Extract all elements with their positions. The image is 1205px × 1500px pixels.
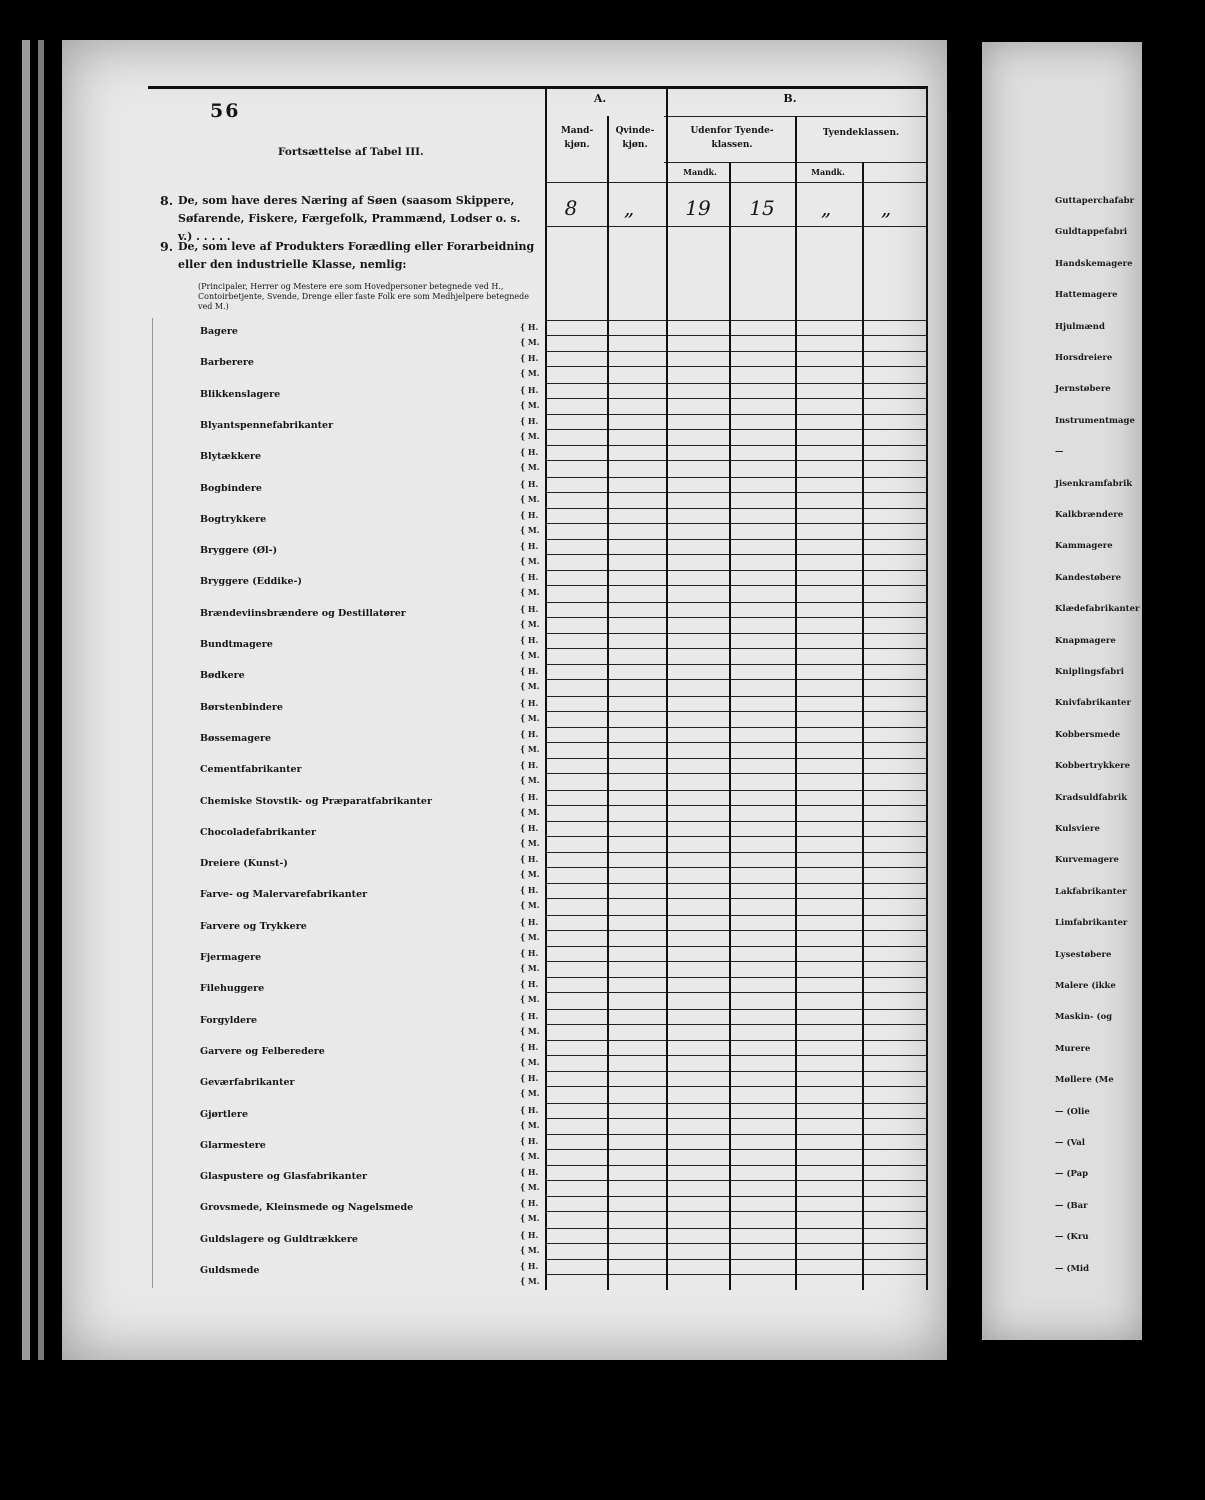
m-marker: { M. bbox=[520, 775, 540, 786]
m-marker: { M. bbox=[520, 524, 540, 535]
margin-line bbox=[152, 318, 153, 1288]
m-marker: { M. bbox=[520, 963, 540, 973]
right-page-trade: — bbox=[1055, 447, 1064, 458]
row-rule bbox=[545, 758, 926, 759]
m-marker: { M. bbox=[520, 994, 540, 1005]
row-rule bbox=[545, 523, 926, 524]
right-page-trade: Kalkbrændere bbox=[1055, 510, 1124, 520]
column-line bbox=[862, 162, 864, 1290]
row-rule bbox=[545, 930, 926, 931]
row-rule bbox=[545, 617, 926, 618]
row-rule bbox=[545, 961, 926, 962]
m-marker: { M. bbox=[520, 1213, 540, 1224]
row-rule bbox=[545, 836, 926, 837]
trade-label: Guldslagere og Guldtrækkere bbox=[200, 1233, 358, 1245]
item-8-value-tyende-qvindek: „ bbox=[880, 196, 892, 220]
h-marker: { H. bbox=[520, 979, 539, 990]
m-marker: { M. bbox=[520, 337, 540, 347]
column-line bbox=[926, 86, 928, 1290]
row-rule bbox=[545, 1196, 926, 1197]
trade-label: Guldsmede bbox=[200, 1265, 260, 1276]
m-marker: { M. bbox=[520, 869, 540, 880]
trade-label: Dreiere (Kunst-) bbox=[200, 858, 288, 870]
column-line bbox=[795, 116, 797, 1290]
row-rule bbox=[545, 773, 926, 774]
row-rule bbox=[545, 711, 926, 712]
row-rule bbox=[545, 696, 926, 697]
row-rule bbox=[545, 977, 926, 978]
item-8-text: De, som have deres Næring af Søen (saasom Skippere, Søfarende, Fiskere, Færgefolk, Prammænd, Lodser o. s. v.) . . . . . bbox=[178, 194, 521, 243]
row-rule bbox=[545, 1259, 926, 1260]
row-rule bbox=[545, 664, 926, 665]
right-page-trade: Klædefabrikanter bbox=[1055, 604, 1140, 615]
row-rule bbox=[545, 335, 926, 336]
row-rule bbox=[545, 492, 926, 493]
h-marker: { H. bbox=[520, 822, 539, 833]
col-header-udenfor: Udenfor Tyende-klassen. bbox=[690, 126, 774, 150]
row-rule bbox=[545, 821, 926, 822]
row-rule bbox=[545, 790, 926, 791]
right-page-trade: Maskin- (og bbox=[1055, 1012, 1113, 1023]
row-rule bbox=[545, 805, 926, 806]
col-header-mandkjon: Mand-kjøn. bbox=[560, 126, 594, 150]
h-marker: { H. bbox=[520, 728, 539, 739]
right-page-trade: Kobbersmede bbox=[1055, 729, 1121, 740]
right-page-trade: Kniplingsfabri bbox=[1055, 667, 1124, 677]
right-page-trade: — (Pap bbox=[1055, 1169, 1089, 1180]
m-marker: { M. bbox=[520, 556, 540, 567]
row-rule bbox=[545, 1118, 926, 1119]
trade-label: Geværfabrikanter bbox=[200, 1077, 295, 1089]
m-marker: { M. bbox=[520, 1025, 540, 1036]
row-rule bbox=[545, 460, 926, 461]
trade-label: Garvere og Felberedere bbox=[200, 1045, 325, 1057]
trade-label: Brændeviinsbrændere og Destillatører bbox=[200, 607, 406, 619]
row-rule bbox=[545, 679, 926, 680]
m-marker: { M. bbox=[520, 1244, 540, 1255]
m-marker: { M. bbox=[520, 399, 540, 410]
h-marker: { H. bbox=[520, 1135, 539, 1146]
row-rule bbox=[545, 883, 926, 884]
h-marker: { H. bbox=[520, 666, 539, 677]
m-marker: { M. bbox=[520, 900, 540, 911]
m-marker: { M. bbox=[520, 462, 540, 473]
right-page-trade: Knapmagere bbox=[1055, 635, 1116, 646]
right-page-trade: Malere (ikke bbox=[1055, 981, 1116, 991]
right-page-trade: Jernstøbere bbox=[1055, 384, 1111, 395]
trade-label: Bryggere (Eddike-) bbox=[200, 576, 302, 588]
row-rule bbox=[545, 398, 926, 399]
row-rule bbox=[545, 414, 926, 415]
item-8-value-tyende-mandk: „ bbox=[820, 196, 832, 220]
trade-label: Fjermagere bbox=[200, 952, 262, 963]
row-rule bbox=[545, 1211, 926, 1212]
row-rule bbox=[545, 1165, 926, 1166]
row-rule bbox=[545, 602, 926, 603]
h-marker: { H. bbox=[520, 1167, 539, 1178]
page-subtitle: Fortsættelse af Tabel III. bbox=[278, 146, 424, 158]
top-rule bbox=[148, 86, 928, 89]
right-page-trade: — (Olie bbox=[1055, 1106, 1090, 1117]
trade-label: Blyantspennefabrikanter bbox=[200, 419, 334, 431]
item-9-number: 9. bbox=[160, 239, 174, 254]
right-page-trade: Kobbertrykkere bbox=[1055, 761, 1131, 772]
row-rule bbox=[545, 946, 926, 947]
right-page-trade: Kammagere bbox=[1055, 541, 1113, 552]
h-marker: { H. bbox=[520, 760, 539, 771]
row-rule bbox=[545, 1243, 926, 1244]
trade-label: Blikkenslagere bbox=[200, 388, 281, 400]
right-page-trade: Hjulmænd bbox=[1055, 321, 1105, 332]
trade-label: Barberere bbox=[200, 357, 254, 369]
right-page-trade: Kradsuldfabrik bbox=[1055, 792, 1128, 803]
right-page-trade: Lysestøbere bbox=[1055, 949, 1112, 960]
right-page-trade: Guldtappefabri bbox=[1055, 227, 1128, 238]
row-rule bbox=[545, 320, 926, 321]
item-8-value-udenfor-qvindek: 15 bbox=[749, 196, 775, 220]
row-rule bbox=[545, 742, 926, 743]
right-page-trade: Lakfabrikanter bbox=[1055, 886, 1127, 897]
trade-label: Glarmestere bbox=[200, 1139, 266, 1151]
m-marker: { M. bbox=[520, 1182, 540, 1193]
right-page-trade: Knivfabrikanter bbox=[1055, 698, 1131, 709]
row-rule bbox=[545, 1103, 926, 1104]
m-marker: { M. bbox=[520, 681, 540, 692]
row-rule bbox=[545, 1040, 926, 1041]
trade-label: Bundtmagere bbox=[200, 639, 273, 650]
h-marker: { H. bbox=[520, 447, 539, 458]
m-marker: { M. bbox=[520, 1119, 540, 1130]
right-page-trade: Jisenkramfabrik bbox=[1055, 478, 1133, 489]
sub-header-mandk-1: Mandk. bbox=[683, 167, 717, 177]
m-marker: { M. bbox=[520, 650, 540, 660]
right-page-trade: — (Mid bbox=[1055, 1263, 1090, 1274]
h-marker: { H. bbox=[520, 885, 539, 896]
h-marker: { H. bbox=[520, 948, 539, 958]
column-line bbox=[607, 116, 609, 1290]
h-marker: { H. bbox=[520, 635, 539, 645]
m-marker: { M. bbox=[520, 712, 540, 723]
row-rule bbox=[545, 1180, 926, 1181]
trade-label: Cementfabrikanter bbox=[200, 764, 302, 776]
row-rule bbox=[545, 570, 926, 571]
m-marker: { M. bbox=[520, 837, 540, 848]
right-page-trade: Horsdreiere bbox=[1055, 353, 1113, 363]
row-rule bbox=[545, 1134, 926, 1135]
m-marker: { M. bbox=[520, 587, 540, 598]
m-marker: { M. bbox=[520, 1056, 540, 1067]
trade-label: Farvere og Trykkere bbox=[200, 920, 307, 932]
book-edge bbox=[22, 40, 30, 1360]
h-marker: { H. bbox=[520, 1073, 539, 1084]
m-marker: { M. bbox=[520, 1150, 540, 1161]
row-rule bbox=[545, 554, 926, 555]
h-marker: { H. bbox=[520, 1261, 539, 1271]
right-page-trade: Instrumentmage bbox=[1055, 415, 1135, 426]
h-marker: { H. bbox=[520, 1104, 539, 1115]
right-page-trade: Møllere (Me bbox=[1055, 1075, 1114, 1086]
row-rule bbox=[545, 633, 926, 634]
trade-label: Bryggere (Øl-) bbox=[200, 545, 278, 557]
trade-label: Filehuggere bbox=[200, 983, 265, 995]
row-rule bbox=[545, 867, 926, 868]
trade-label: Forgyldere bbox=[200, 1014, 258, 1026]
h-marker: { H. bbox=[520, 697, 539, 708]
h-marker: { H. bbox=[520, 1198, 539, 1209]
right-page-trade: Guttaperchafabr bbox=[1055, 196, 1135, 206]
h-marker: { H. bbox=[520, 603, 539, 614]
item-8-rule bbox=[545, 226, 926, 227]
row-rule bbox=[545, 445, 926, 446]
col-header-tyende: Tyendeklassen. bbox=[822, 128, 900, 138]
right-page-trade: Kurvemagere bbox=[1055, 855, 1119, 866]
trade-label: Chocoladefabrikanter bbox=[200, 826, 316, 838]
right-page-trade: — (Bar bbox=[1055, 1200, 1088, 1211]
item-8-value-qvindekjon: „ bbox=[623, 196, 635, 220]
row-rule bbox=[545, 1009, 926, 1010]
row-rule bbox=[545, 1228, 926, 1229]
h-marker: { H. bbox=[520, 791, 539, 802]
item-9-note: (Principaler, Herrer og Mestere ere som Hovedpersoner betegnede ved H., Contoirbetjente, Svende, Drenge eller faste Folk ere som Medhjelpere betegnede ved M.) bbox=[198, 282, 529, 311]
row-rule bbox=[545, 366, 926, 367]
h-marker: { H. bbox=[520, 478, 539, 489]
trade-label: Bogbindere bbox=[200, 482, 262, 494]
trade-label: Grovsmede, Kleinsmede og Nagelsmede bbox=[200, 1202, 414, 1214]
right-page-trade: — (Val bbox=[1055, 1138, 1086, 1148]
sub-header-mandk-2: Mandk. bbox=[811, 167, 845, 177]
row-rule bbox=[545, 508, 926, 509]
m-marker: { M. bbox=[520, 493, 540, 504]
row-rule bbox=[545, 992, 926, 993]
m-marker: { M. bbox=[520, 1276, 540, 1286]
m-marker: { M. bbox=[520, 1088, 540, 1099]
trade-label: Bøssemagere bbox=[200, 732, 272, 744]
column-line bbox=[729, 162, 731, 1290]
column-line bbox=[545, 86, 547, 1290]
row-rule bbox=[545, 1071, 926, 1072]
row-rule bbox=[545, 477, 926, 478]
header-rule-bottom bbox=[545, 182, 926, 183]
h-marker: { H. bbox=[520, 572, 539, 583]
h-marker: { H. bbox=[520, 353, 539, 364]
item-8-value-mandkjon: 8 bbox=[564, 196, 578, 220]
column-line bbox=[666, 86, 668, 1290]
row-rule bbox=[545, 898, 926, 899]
row-rule bbox=[545, 585, 926, 586]
m-marker: { M. bbox=[520, 743, 540, 754]
row-rule bbox=[545, 383, 926, 384]
row-rule bbox=[545, 1055, 926, 1056]
row-rule bbox=[545, 648, 926, 649]
m-marker: { M. bbox=[520, 618, 540, 629]
row-rule bbox=[545, 1086, 926, 1087]
trade-label: Bødkere bbox=[200, 670, 245, 682]
h-marker: { H. bbox=[520, 1041, 539, 1052]
right-page-trade: Limfabrikanter bbox=[1055, 918, 1128, 929]
trade-label: Bogtrykkere bbox=[200, 513, 267, 525]
m-marker: { M. bbox=[520, 806, 540, 817]
h-marker: { H. bbox=[520, 916, 539, 927]
row-rule bbox=[545, 915, 926, 916]
group-a-label: A. bbox=[593, 92, 607, 105]
row-rule bbox=[545, 1024, 926, 1025]
trade-label: Gjørtlere bbox=[200, 1108, 248, 1120]
h-marker: { H. bbox=[520, 322, 539, 332]
row-rule bbox=[545, 852, 926, 853]
trade-label: Farve- og Malervarefabrikanter bbox=[200, 889, 368, 901]
right-page-trade: Hattemagere bbox=[1055, 290, 1118, 301]
row-rule bbox=[545, 429, 926, 430]
right-page-trade: — (Kru bbox=[1055, 1232, 1089, 1243]
item-8-number: 8. bbox=[160, 193, 174, 208]
right-page-trade: Kulsviere bbox=[1055, 824, 1100, 834]
trade-label: Blytækkere bbox=[200, 451, 262, 463]
row-rule bbox=[545, 727, 926, 728]
trade-label: Glaspustere og Glasfabrikanter bbox=[200, 1171, 368, 1183]
trade-label: Bagere bbox=[200, 326, 238, 337]
h-marker: { H. bbox=[520, 509, 539, 520]
row-rule bbox=[545, 1149, 926, 1150]
group-b-label: B. bbox=[783, 92, 797, 105]
h-marker: { H. bbox=[520, 384, 539, 395]
m-marker: { M. bbox=[520, 368, 540, 379]
row-rule bbox=[545, 1274, 926, 1275]
h-marker: { H. bbox=[520, 415, 539, 426]
h-marker: { H. bbox=[520, 1229, 539, 1240]
col-header-qvindekjon: Qvinde-kjøn. bbox=[615, 126, 655, 150]
h-marker: { H. bbox=[520, 854, 539, 865]
right-page-trade: Murere bbox=[1055, 1043, 1091, 1054]
book-edge bbox=[38, 40, 44, 1360]
item-9-text: De, som leve af Produkters Forædling eller Forarbeidning eller den industrielle Klasse, nemlig: bbox=[178, 240, 535, 271]
page-number: 56 bbox=[210, 100, 241, 122]
item-8-value-udenfor-mandk: 19 bbox=[685, 196, 711, 220]
trade-label: Chemiske Stovstik- og Præparatfabrikanter bbox=[200, 795, 432, 807]
h-marker: { H. bbox=[520, 1010, 539, 1021]
h-marker: { H. bbox=[520, 541, 539, 552]
row-rule bbox=[545, 351, 926, 352]
trade-label: Børstenbindere bbox=[200, 701, 283, 713]
row-rule bbox=[545, 539, 926, 540]
m-marker: { M. bbox=[520, 931, 540, 942]
right-page-trade: Handskemagere bbox=[1055, 258, 1133, 269]
m-marker: { M. bbox=[520, 430, 540, 441]
right-page-trade: Kandestøbere bbox=[1055, 572, 1122, 583]
